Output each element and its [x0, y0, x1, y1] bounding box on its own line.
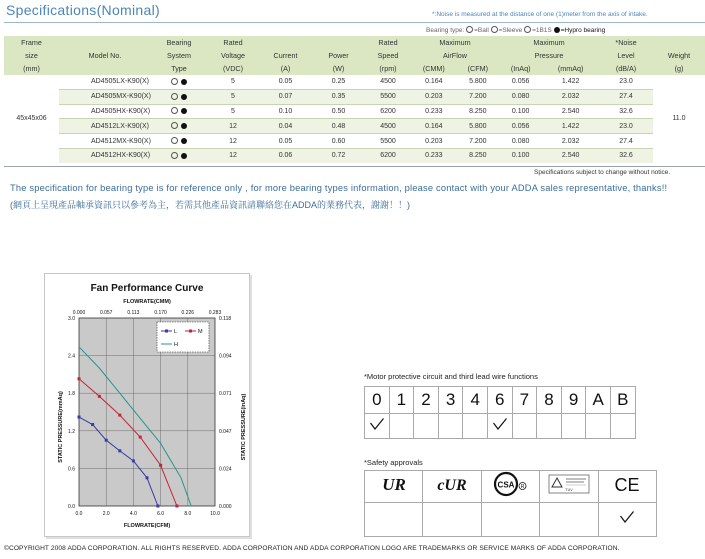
y2-tick-label: 0.071	[219, 391, 232, 398]
bearing-sleeve-label: =Sleeve	[498, 27, 523, 34]
motor-mark-cell	[512, 414, 537, 439]
mmaq-cell: 2.540	[542, 104, 599, 119]
sleeve-bearing-icon	[171, 122, 178, 129]
hypro-bearing-icon	[181, 153, 187, 159]
frame-size-cell: 45x45x06	[4, 75, 59, 163]
cfm-cell: 8.250	[457, 148, 499, 162]
table-row	[4, 104, 705, 119]
th-cmm: (CMM)	[411, 62, 457, 75]
voltage-cell: 5	[207, 104, 259, 119]
cmm-cell: 0.203	[411, 89, 457, 104]
inaq-cell: 0.056	[499, 75, 542, 89]
check-icon	[369, 417, 385, 431]
cfm-cell: 5.800	[457, 119, 499, 134]
power-cell: 0.35	[312, 89, 365, 104]
y2-tick-label: 0.000	[219, 504, 232, 510]
th-power-1	[312, 36, 365, 49]
cmm-cell: 0.203	[411, 134, 457, 149]
weight-cell: 11.0	[653, 75, 705, 163]
current-cell: 0.04	[259, 119, 312, 134]
th-noise-2: Level	[599, 49, 653, 62]
fan-performance-chart	[44, 273, 250, 537]
th-power-3: (W)	[312, 62, 365, 75]
th-weight-1	[653, 36, 705, 49]
th-voltage-3: (VDC)	[207, 62, 259, 75]
noise-cell: 23.0	[599, 75, 653, 89]
tuv-logo-text: TUV	[565, 488, 573, 492]
safety-mark-cell	[540, 503, 598, 537]
chart-title: Fan Performance Curve	[90, 283, 204, 294]
ball-bearing-icon	[466, 26, 473, 33]
motor-code-cell: 3	[438, 387, 463, 414]
cul-recognized-logo-cell	[423, 471, 481, 503]
speed-cell: 4500	[365, 119, 411, 134]
motor-codes-row	[365, 387, 636, 414]
safety-approvals-grid	[364, 470, 657, 537]
inaq-cell: 0.080	[499, 134, 542, 149]
legend-label-H: H	[174, 342, 178, 348]
th-model-2: Model No.	[59, 49, 151, 62]
motor-code-cell: 9	[561, 387, 586, 414]
y-tick-label: 0.6	[68, 466, 75, 473]
ce-logo-text: CE	[614, 475, 640, 495]
voltage-cell: 12	[207, 148, 259, 162]
hypro-bearing-icon	[554, 27, 560, 33]
ul-recognized-logo-cell	[365, 471, 423, 503]
motor-code-cell: 0	[365, 387, 390, 414]
power-cell: 0.50	[312, 104, 365, 119]
y-tick-label: 0.0	[68, 504, 75, 510]
hypro-bearing-icon	[181, 94, 187, 100]
motor-code-cell: 2	[414, 387, 439, 414]
motor-mark-cell	[414, 414, 439, 439]
safety-logos-row	[365, 471, 657, 503]
noise-cell: 23.0	[599, 119, 653, 134]
model-cell: AD4512LX-K90(X)	[59, 119, 151, 134]
x-tick-label: 2.0	[102, 511, 110, 517]
cmm-cell: 0.164	[411, 119, 457, 134]
noise-cell: 32.6	[599, 104, 653, 119]
tuv-logo-cell	[540, 471, 598, 503]
hypro-bearing-icon	[181, 123, 187, 129]
speed-cell: 5500	[365, 134, 411, 149]
y2-tick-label: 0.024	[219, 466, 232, 473]
safety-marks-row	[365, 503, 657, 537]
series-point-M	[159, 464, 162, 467]
x2-tick-label: 0.226	[181, 310, 195, 316]
safety-mark-cell	[481, 503, 539, 537]
sleeve-bearing-icon	[171, 93, 178, 100]
chart-y-label: STATIC PRESSURE(mmAq)	[58, 391, 64, 463]
header-divider	[4, 22, 705, 23]
th-mmaq: (mmAq)	[542, 62, 599, 75]
th-speed-3: (rpm)	[365, 62, 411, 75]
y2-tick-label: 0.094	[219, 353, 232, 360]
series-point-L	[91, 423, 94, 426]
motor-code-cell: B	[610, 387, 635, 414]
th-frame-1: Frame	[4, 36, 59, 49]
check-icon	[619, 510, 635, 524]
chart-svg	[45, 274, 249, 536]
bearing-type-legend	[426, 26, 605, 34]
safety-mark-cell	[423, 503, 481, 537]
th-model-1	[59, 36, 151, 49]
cfm-cell: 7.200	[457, 134, 499, 149]
mmaq-cell: 2.032	[542, 89, 599, 104]
series-point-M	[118, 414, 121, 417]
th-current-1	[259, 36, 312, 49]
inaq-cell: 0.080	[499, 89, 542, 104]
motor-marks-row	[365, 414, 636, 439]
power-cell: 0.25	[312, 75, 365, 89]
mmaq-cell: 1.422	[542, 75, 599, 89]
motor-mark-cell	[389, 414, 414, 439]
th-noise-1: *Noise	[599, 36, 653, 49]
power-cell: 0.60	[312, 134, 365, 149]
ul-recognized-logo	[374, 473, 414, 495]
chart-x-label: FLOWRATE(CFM)	[123, 523, 171, 529]
ce-logo-cell	[598, 471, 656, 503]
subject-to-change-note: Specifications subject to change without notice.	[534, 169, 671, 176]
current-cell: 0.05	[259, 134, 312, 149]
table-bottom-divider	[4, 166, 705, 167]
speed-cell: 6200	[365, 148, 411, 162]
bearing-cell	[151, 119, 207, 134]
legend-marker-L	[165, 330, 168, 333]
model-cell: AD4512MX-K90(X)	[59, 134, 151, 149]
table-row	[4, 75, 705, 89]
th-frame-3: (mm)	[4, 62, 59, 75]
chart-y2-label: STATIC PRESSURE(inAq)	[241, 393, 247, 461]
th-speed-2: Speed	[365, 49, 411, 62]
series-point-L	[132, 459, 135, 462]
cmm-cell: 0.164	[411, 75, 457, 89]
voltage-cell: 12	[207, 134, 259, 149]
inaq-cell: 0.100	[499, 148, 542, 162]
hypro-bearing-icon	[181, 79, 187, 85]
x-tick-label: 0.0	[75, 511, 83, 517]
motor-function-grid	[364, 386, 636, 439]
svg-text:R: R	[521, 484, 525, 490]
series-point-M	[98, 395, 101, 398]
table-row	[4, 89, 705, 104]
motor-code-cell: A	[586, 387, 611, 414]
table-header-row	[4, 49, 705, 62]
safety-section-title: *Safety approvals	[364, 458, 423, 467]
y-tick-label: 1.2	[68, 428, 75, 435]
motor-mark-cell	[365, 414, 390, 439]
page-title: Specifications(Nominal)	[6, 2, 160, 18]
series-point-L	[156, 505, 159, 508]
th-noise-3: (dB/A)	[599, 62, 653, 75]
th-voltage-2: Voltage	[207, 49, 259, 62]
cfm-cell: 5.800	[457, 75, 499, 89]
speed-cell: 6200	[365, 104, 411, 119]
english-note: The specification for bearing type is for reference only , for more bearing types information, please contact with your ADDA sales representative, thanks!!	[10, 183, 668, 193]
current-cell: 0.10	[259, 104, 312, 119]
motor-code-cell: 7	[512, 387, 537, 414]
motor-mark-cell	[487, 414, 512, 439]
sleeve-bearing-icon	[171, 107, 178, 114]
series-point-L	[78, 416, 81, 419]
speed-cell: 4500	[365, 75, 411, 89]
th-current-3: (A)	[259, 62, 312, 75]
th-voltage-1: Rated	[207, 36, 259, 49]
bearing-cell	[151, 134, 207, 149]
x-tick-label: 8.0	[184, 511, 192, 517]
th-inaq: (InAq)	[499, 62, 542, 75]
bearing-cell	[151, 148, 207, 162]
noise-cell: 32.6	[599, 148, 653, 162]
power-cell: 0.72	[312, 148, 365, 162]
bearing-ball-label: =Ball	[474, 27, 489, 34]
x2-tick-label: 0.113	[127, 310, 140, 316]
sleeve-bearing-icon	[491, 26, 498, 33]
th-weight-2: Weight	[653, 49, 705, 62]
motor-mark-cell	[438, 414, 463, 439]
ul-logo-text: UR	[381, 475, 406, 494]
motor-mark-cell	[586, 414, 611, 439]
speed-cell: 5500	[365, 89, 411, 104]
series-point-M	[139, 436, 142, 439]
noise-cell: 27.4	[599, 134, 653, 149]
th-frame-2: size	[4, 49, 59, 62]
bearing-cell	[151, 75, 207, 89]
series-point-L	[118, 449, 121, 452]
x-tick-label: 6.0	[157, 511, 165, 517]
y2-tick-label: 0.047	[219, 428, 232, 435]
cul-logo-text: cUR	[437, 477, 467, 494]
motor-code-cell: 8	[537, 387, 562, 414]
th-bearing-2: System	[151, 49, 207, 62]
inaq-cell: 0.100	[499, 104, 542, 119]
table-row	[4, 119, 705, 134]
th-airflow-1: Maximum	[411, 36, 499, 49]
motor-section-title: *Motor protective circuit and third lead wire functions	[364, 372, 538, 381]
th-power-2: Power	[312, 49, 365, 62]
csa-logo	[490, 471, 530, 497]
tuv-logo	[548, 473, 590, 495]
current-cell: 0.06	[259, 148, 312, 162]
current-cell: 0.05	[259, 75, 312, 89]
th-model-3	[59, 62, 151, 75]
motor-code-cell: 1	[389, 387, 414, 414]
1b1s-bearing-icon	[524, 26, 531, 33]
model-cell: AD4505LX-K90(X)	[59, 75, 151, 89]
th-pressure-2: Pressure	[499, 49, 599, 62]
table-header-row	[4, 62, 705, 75]
legend-label-M: M	[198, 329, 203, 335]
model-cell: AD4505HX-K90(X)	[59, 104, 151, 119]
check-icon	[492, 417, 508, 431]
csa-logo-cell	[481, 471, 539, 503]
current-cell: 0.07	[259, 89, 312, 104]
series-point-M	[175, 505, 178, 508]
cmm-cell: 0.233	[411, 104, 457, 119]
bearing-hypro-label: =Hypro bearing	[560, 27, 606, 34]
model-cell: AD4505MX-K90(X)	[59, 89, 151, 104]
series-point-L	[105, 439, 108, 442]
sleeve-bearing-icon	[171, 152, 178, 159]
voltage-cell: 12	[207, 119, 259, 134]
motor-code-cell: 6	[487, 387, 512, 414]
x-tick-label: 10.0	[210, 511, 220, 517]
sleeve-bearing-icon	[171, 137, 178, 144]
noise-cell: 27.4	[599, 89, 653, 104]
x2-tick-label: 0.000	[72, 310, 86, 316]
series-point-M	[78, 377, 81, 380]
power-cell: 0.48	[312, 119, 365, 134]
legend-box	[157, 322, 209, 352]
safety-mark-cell	[598, 503, 656, 537]
legend-label-L: L	[174, 329, 178, 335]
chinese-note: (網頁上呈現產品軸承資訊只以參考為主，若需其他產品資訊請聯絡您在ADDA的業務代表，謝謝！！)	[10, 200, 411, 210]
bearing-cell	[151, 104, 207, 119]
mmaq-cell: 2.540	[542, 148, 599, 162]
bearing-type-label: Bearing type:	[426, 27, 465, 34]
y-tick-label: 2.4	[68, 353, 75, 360]
motor-mark-cell	[537, 414, 562, 439]
sleeve-bearing-icon	[171, 78, 178, 85]
th-weight-3: (g)	[653, 62, 705, 75]
table-row	[4, 134, 705, 149]
hypro-bearing-icon	[181, 138, 187, 144]
motor-mark-cell	[610, 414, 635, 439]
th-pressure-1: Maximum	[499, 36, 599, 49]
chart-x2-label: FLOWRATE(CMM)	[123, 299, 171, 305]
csa-logo-text: CSA	[498, 480, 515, 490]
hypro-bearing-icon	[181, 108, 187, 114]
cmm-cell: 0.233	[411, 148, 457, 162]
bearing-cell	[151, 89, 207, 104]
motor-mark-cell	[561, 414, 586, 439]
x2-tick-label: 0.057	[99, 310, 113, 316]
y-tick-label: 1.8	[68, 391, 75, 398]
th-airflow-2: AirFlow	[411, 49, 499, 62]
copyright-footer: ©COPYRIGHT 2008 ADDA CORPORATION. ALL RIGHTS RESERVED. ADDA CORPORATION AND ADDA CORPORATION LOGO ARE TRADEMARKS OR SERVICE MARKS OF ADDA CORPORATION.	[4, 545, 620, 552]
table-header-row	[4, 36, 705, 49]
cfm-cell: 8.250	[457, 104, 499, 119]
motor-code-cell: 4	[463, 387, 488, 414]
voltage-cell: 5	[207, 75, 259, 89]
th-bearing-1: Bearing	[151, 36, 207, 49]
cul-recognized-logo	[430, 473, 474, 495]
table-row	[4, 148, 705, 162]
mmaq-cell: 1.422	[542, 119, 599, 134]
mmaq-cell: 2.032	[542, 134, 599, 149]
x-tick-label: 4.0	[129, 511, 137, 517]
y2-tick-label: 0.118	[219, 316, 232, 322]
ce-logo	[612, 473, 642, 495]
th-current-2: Current	[259, 49, 312, 62]
bearing-1b1s-label: =1B1S	[532, 27, 552, 34]
motor-mark-cell	[463, 414, 488, 439]
th-bearing-3: Type	[151, 62, 207, 75]
x2-tick-label: 0.170	[154, 310, 167, 316]
model-cell: AD4512HX-K90(X)	[59, 148, 151, 162]
voltage-cell: 5	[207, 89, 259, 104]
series-point-L	[146, 476, 149, 479]
cfm-cell: 7.200	[457, 89, 499, 104]
noise-note: *:Noise is measured at the distance of one (1)meter from the axis of intake.	[432, 11, 648, 18]
safety-mark-cell	[365, 503, 423, 537]
legend-marker-M	[189, 330, 192, 333]
x2-tick-label: 0.283	[208, 310, 222, 316]
inaq-cell: 0.056	[499, 119, 542, 134]
spec-table	[4, 36, 705, 163]
th-speed-1: Rated	[365, 36, 411, 49]
th-cfm: (CFM)	[457, 62, 499, 75]
y-tick-label: 3.0	[68, 316, 75, 322]
